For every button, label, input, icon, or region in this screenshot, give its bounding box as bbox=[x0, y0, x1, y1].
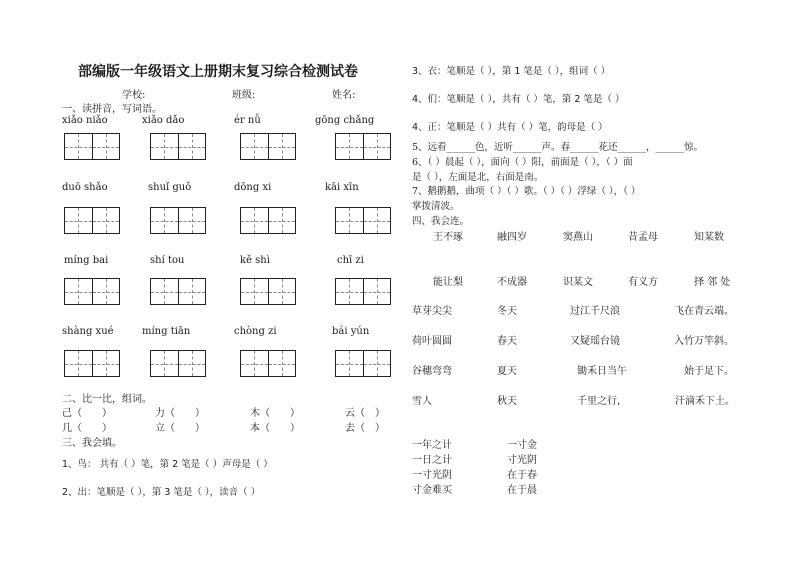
compare-item: 力（ ） bbox=[155, 408, 205, 419]
section-3-heading: 三、我会填。 bbox=[62, 438, 122, 449]
writing-grid[interactable] bbox=[335, 133, 391, 160]
match-item[interactable]: 能让梨 bbox=[433, 277, 463, 288]
match-item[interactable]: 一年之计 bbox=[412, 440, 452, 451]
writing-grid[interactable] bbox=[150, 278, 206, 305]
pinyin-label: kāi xīn bbox=[325, 182, 359, 193]
pinyin-label: chī zi bbox=[337, 255, 364, 266]
match-item[interactable]: 千里之行, bbox=[577, 396, 621, 407]
compare-item: 云（ ） bbox=[345, 408, 385, 419]
page-title: 部编版一年级语文上册期末复习综合检测试卷 bbox=[78, 64, 358, 80]
match-item[interactable]: 始于足下。 bbox=[684, 366, 734, 377]
question-2: 2、出：笔顺是（ ），第 3 笔是（ ），读音（ ） bbox=[62, 487, 261, 498]
match-item[interactable]: 过江千尺浪 bbox=[570, 306, 620, 317]
match-item[interactable]: 不成器 bbox=[497, 277, 527, 288]
pinyin-label: dōng xi bbox=[234, 182, 272, 193]
pinyin-label: xiǎo niǎo bbox=[62, 115, 108, 126]
question-7-line-2: 掌拨清波。 bbox=[412, 201, 460, 212]
compare-item: 几（ ） bbox=[62, 423, 112, 434]
match-item[interactable]: 冬天 bbox=[497, 306, 517, 317]
writing-grid[interactable] bbox=[64, 278, 120, 305]
match-item[interactable]: 飞在青云端。 bbox=[674, 306, 734, 317]
match-item[interactable]: 雪人 bbox=[412, 396, 432, 407]
writing-grid[interactable] bbox=[240, 207, 296, 234]
match-item[interactable]: 昔孟母 bbox=[628, 232, 658, 243]
question-6-line-1: 6、（ ）晨起（ ），面向（ ）阳，前面是（ ），（ ）面 bbox=[412, 157, 633, 168]
match-item[interactable]: 入竹万竿斜。 bbox=[674, 336, 734, 347]
match-item[interactable]: 春天 bbox=[497, 336, 517, 347]
pinyin-label: shí tou bbox=[150, 255, 185, 266]
writing-grid[interactable] bbox=[150, 133, 206, 160]
name-label: 姓名: bbox=[332, 90, 356, 101]
section-2-heading: 二、比一比，组词。 bbox=[62, 394, 152, 405]
match-item[interactable]: 夏天 bbox=[497, 366, 517, 377]
pinyin-label: ér nǚ bbox=[234, 115, 261, 126]
match-item[interactable]: 草芽尖尖 bbox=[412, 306, 452, 317]
pinyin-label: shàng xué bbox=[62, 326, 114, 337]
writing-grid[interactable] bbox=[64, 133, 120, 160]
pinyin-label: míng bai bbox=[64, 255, 109, 266]
match-item[interactable]: 知某数 bbox=[694, 232, 724, 243]
question-5: 5、远看______色，近听______声。春______花还______，______惊。 bbox=[412, 142, 704, 153]
match-item[interactable]: 在于春 bbox=[507, 470, 537, 481]
writing-grid[interactable] bbox=[64, 207, 120, 234]
question-4b: 4、正：笔顺是（ ）共有（ ）笔，韵母是（ ） bbox=[412, 122, 608, 133]
section-4-heading: 四、我会连。 bbox=[412, 216, 470, 227]
question-6-line-2: 是（ ），左面是北，右面是南。 bbox=[412, 172, 544, 183]
compare-item: 立（ ） bbox=[155, 423, 205, 434]
pinyin-label: bái yún bbox=[332, 326, 370, 337]
match-item[interactable]: 寸光阴 bbox=[507, 455, 537, 466]
pinyin-label: míng tiān bbox=[142, 326, 191, 337]
writing-grid[interactable] bbox=[335, 207, 391, 234]
match-item[interactable]: 融四岁 bbox=[497, 232, 527, 243]
match-item[interactable]: 窦燕山 bbox=[563, 232, 593, 243]
school-label: 学校: bbox=[122, 90, 146, 101]
match-item[interactable]: 谷穗弯弯 bbox=[412, 366, 452, 377]
writing-grid[interactable] bbox=[240, 350, 296, 377]
writing-grid[interactable] bbox=[240, 278, 296, 305]
pinyin-label: kě shì bbox=[240, 255, 270, 266]
question-7-line-1: 7、鹅鹅鹅，曲项（ ）（ ）歌。（ ）（ ）浮绿（ ），（ ） bbox=[412, 186, 641, 197]
writing-grid[interactable] bbox=[335, 350, 391, 377]
section-1-heading: 一、读拼音，写词语。 bbox=[62, 104, 162, 115]
match-item[interactable]: 在于晨 bbox=[507, 485, 537, 496]
compare-item: 去（ ） bbox=[345, 423, 385, 434]
compare-item: 己（ ） bbox=[62, 408, 112, 419]
match-item[interactable]: 锄禾日当午 bbox=[577, 366, 627, 377]
compare-item: 本（ ） bbox=[250, 423, 300, 434]
match-item[interactable]: 择 邻 处 bbox=[694, 277, 731, 288]
match-item[interactable]: 有义方 bbox=[628, 277, 658, 288]
match-item[interactable]: 荷叶圆圆 bbox=[412, 336, 452, 347]
match-item[interactable]: 识某文 bbox=[563, 277, 593, 288]
match-item[interactable]: 汗滴禾下土。 bbox=[675, 396, 735, 407]
pinyin-label: duō shǎo bbox=[62, 182, 108, 193]
match-item[interactable]: 一寸光阴 bbox=[412, 470, 452, 481]
match-item[interactable]: 一日之计 bbox=[412, 455, 452, 466]
question-1: 1、鸟： 共有（ ）笔，第 2 笔是（ ）声母是（ ） bbox=[62, 459, 273, 470]
match-item[interactable]: 又疑瑶台镜 bbox=[570, 336, 620, 347]
writing-grid[interactable] bbox=[64, 350, 120, 377]
pinyin-label: shuǐ guǒ bbox=[148, 182, 192, 193]
pinyin-label: chòng zi bbox=[234, 326, 277, 337]
question-4: 4、们：笔顺是（ ），共有（ ）笔，第 2 笔是（ ） bbox=[412, 94, 625, 105]
question-3: 3、衣：笔顺是（ ），第 1 笔是（ ），组词（ ） bbox=[412, 66, 611, 77]
match-item[interactable]: 王不琢 bbox=[433, 232, 463, 243]
writing-grid[interactable] bbox=[150, 350, 206, 377]
match-item[interactable]: 秋天 bbox=[497, 396, 517, 407]
pinyin-label: xiǎo dǎo bbox=[142, 115, 185, 126]
writing-grid[interactable] bbox=[150, 207, 206, 234]
writing-grid[interactable] bbox=[240, 133, 296, 160]
compare-item: 木（ ） bbox=[250, 408, 300, 419]
pinyin-label: gōng chǎng bbox=[315, 115, 375, 126]
match-item[interactable]: 寸金难买 bbox=[412, 485, 452, 496]
class-label: 班级: bbox=[232, 90, 256, 101]
writing-grid[interactable] bbox=[335, 278, 391, 305]
match-item[interactable]: 一寸金 bbox=[507, 440, 537, 451]
